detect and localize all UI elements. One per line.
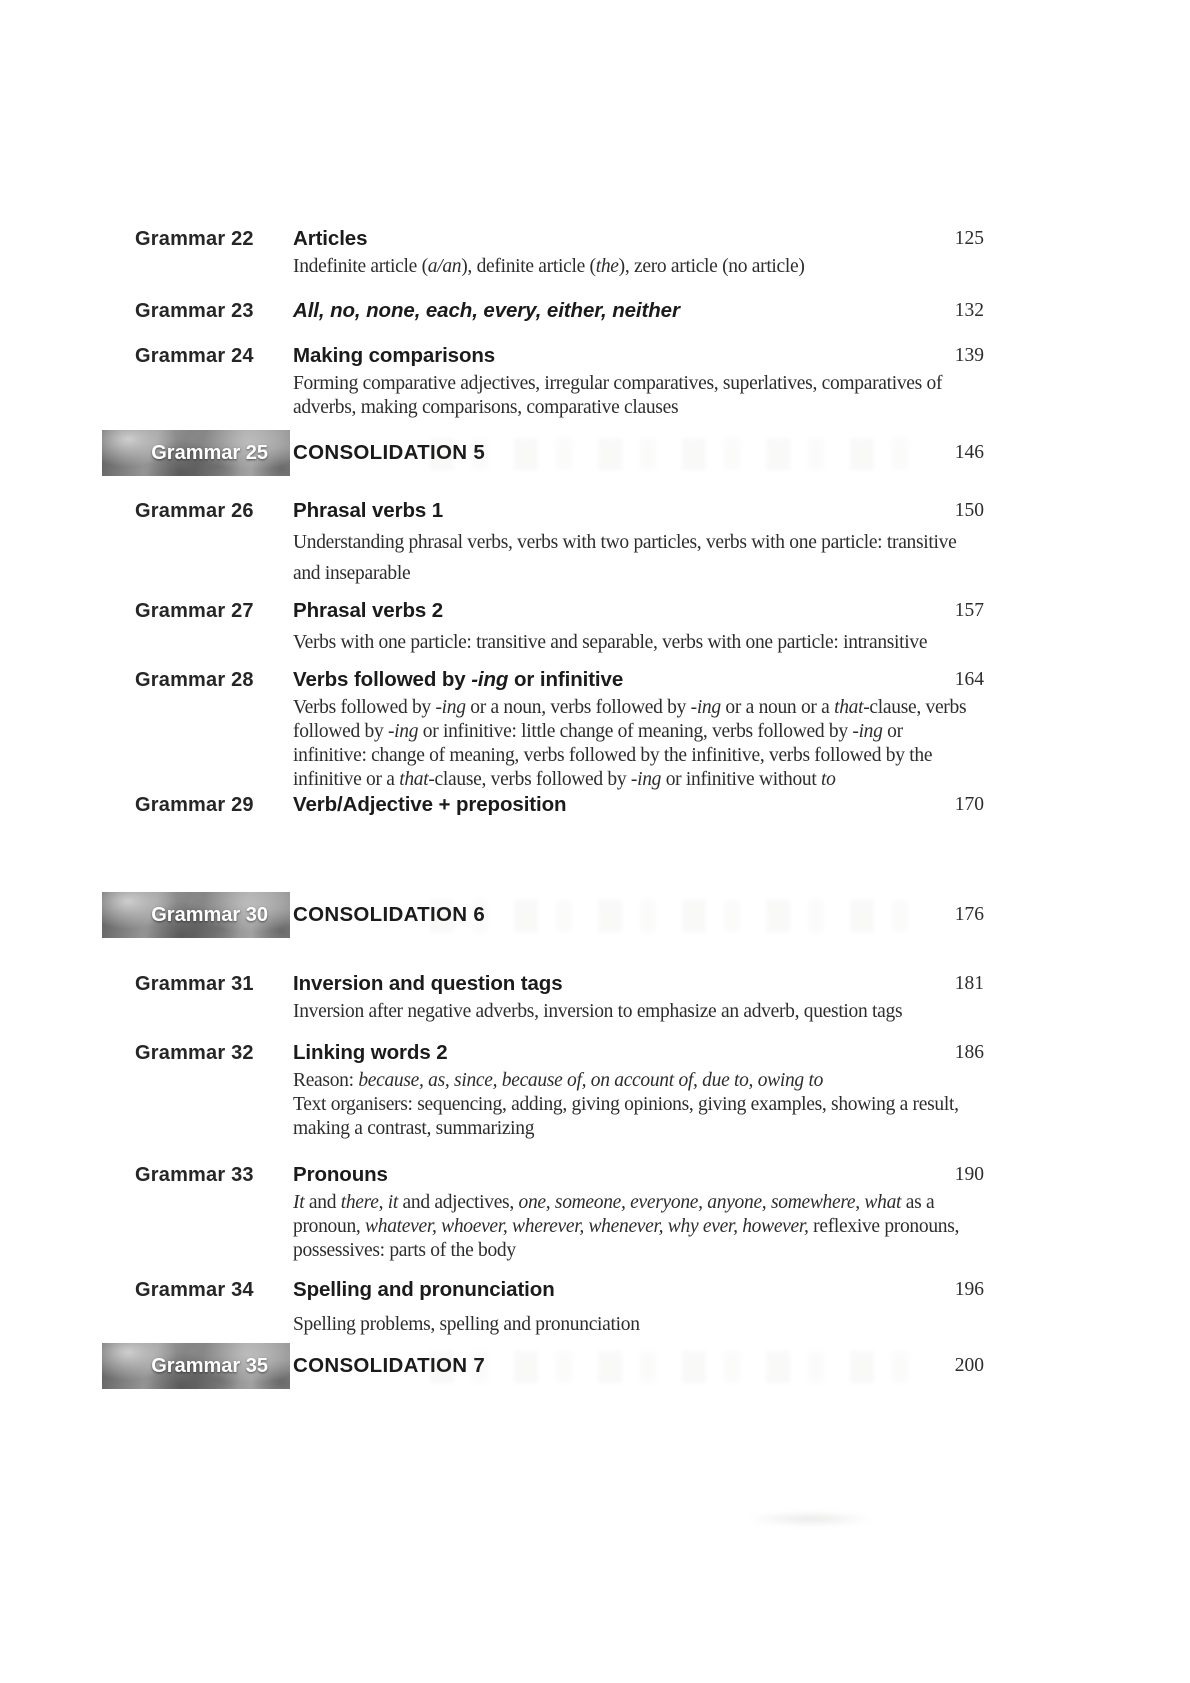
grammar-unit-label: Grammar 30: [151, 903, 268, 926]
scan-smudge-artifact: [745, 1512, 875, 1526]
unit-description: Understanding phrasal verbs, verbs with two particles, verbs with one particle: transitive and inseparable: [293, 532, 957, 584]
grammar-unit-photo-banner: [102, 1343, 290, 1389]
grammar-unit-photo-banner: [102, 430, 290, 476]
grammar-unit-label: Grammar 33: [135, 1164, 254, 1186]
page-number: 200: [954, 1355, 984, 1376]
unit-content: [293, 498, 973, 589]
page-number: 125: [954, 228, 984, 249]
page-number: 139: [954, 345, 984, 366]
unit-content: [293, 598, 973, 658]
unit-content: [293, 1277, 973, 1337]
toc-row: [0, 226, 1190, 279]
unit-description: Forming comparative adjectives, irregular comparatives, superlatives, comparatives of adverbs, making comparisons, comparative clauses: [293, 373, 943, 418]
page-number: 186: [954, 1042, 984, 1063]
unit-title: Inversion and question tags: [293, 972, 563, 995]
toc-row: [0, 298, 1190, 324]
page-number: 190: [954, 1164, 984, 1185]
page-number: 132: [954, 300, 984, 321]
unit-description: Verbs followed by -ing or a noun, verbs followed by -ing or a noun or a that-clause, verbs followed by -ing or infinitive: little change of meaning, verbs followed by -ing or infinitive: change of meaning, verbs followed by the infinitive, verbs followed by the infinitive or a that-clause, verbs followed by -ing or infinitive without to: [293, 697, 967, 790]
page-number: 181: [954, 973, 984, 994]
unit-description: Verbs with one particle: transitive and separable, verbs with one particle: intransitive: [293, 632, 928, 653]
unit-content: [293, 1162, 973, 1263]
toc-row: [0, 1277, 1190, 1337]
unit-title: Phrasal verbs 1: [293, 499, 444, 522]
toc-row: [0, 667, 1190, 792]
unit-title: All, no, none, each, every, either, neither: [293, 299, 680, 322]
unit-content: [293, 226, 973, 279]
unit-content: [293, 971, 973, 1024]
unit-description: Inversion after negative adverbs, inversion to emphasize an adverb, question tags: [293, 1001, 903, 1022]
grammar-unit-label: Grammar 27: [135, 600, 254, 622]
unit-title: Making comparisons: [293, 344, 496, 367]
unit-content: [293, 298, 973, 324]
grammar-unit-label: Grammar 34: [135, 1279, 254, 1301]
consolidation-title: CONSOLIDATION 5: [293, 441, 486, 464]
grammar-unit-label: Grammar 26: [135, 500, 254, 522]
grammar-unit-photo-banner: [102, 892, 290, 938]
grammar-unit-label: Grammar 28: [135, 669, 254, 691]
toc-row: [0, 1040, 1190, 1141]
toc-row: [0, 1162, 1190, 1263]
unit-description: Reason: because, as, since, because of, on account of, due to, owing to Text organisers: sequencing, adding, giving opinions, giving examples, showing a result, making a contrast, summarizing: [293, 1070, 959, 1139]
grammar-unit-label: Grammar 24: [135, 345, 254, 367]
page-number: 170: [954, 794, 984, 815]
toc-row: [0, 598, 1190, 658]
unit-description: It and there, it and adjectives, one, someone, everyone, anyone, somewhere, what as a pronoun, whatever, whoever, wherever, whenever, why ever, however, reflexive pronouns, possessives: parts of the body: [293, 1192, 960, 1261]
unit-title: Verbs followed by -ing or infinitive: [293, 668, 624, 691]
consolidation-title: CONSOLIDATION 6: [293, 903, 486, 926]
toc-row: [0, 792, 1190, 818]
unit-description: Indefinite article (a/an), definite article (the), zero article (no article): [293, 256, 805, 277]
toc-row: [0, 343, 1190, 420]
grammar-unit-label: Grammar 22: [135, 228, 254, 250]
grammar-unit-label: Grammar 29: [135, 794, 254, 816]
page-number: 157: [954, 600, 984, 621]
unit-description: Spelling problems, spelling and pronunciation: [293, 1314, 640, 1335]
page-number: 150: [954, 500, 984, 521]
toc-row-consolidation: [0, 1343, 1190, 1389]
unit-title: Verb/Adjective + preposition: [293, 793, 567, 816]
page-number: 164: [954, 669, 984, 690]
unit-title: Phrasal verbs 2: [293, 599, 444, 622]
page-number: 176: [954, 904, 984, 925]
unit-title: Linking words 2: [293, 1041, 448, 1064]
unit-content: [293, 343, 973, 420]
unit-title: Spelling and pronunciation: [293, 1278, 555, 1301]
toc-row: [0, 498, 1190, 589]
grammar-unit-label: Grammar 31: [135, 973, 254, 995]
unit-content: [293, 792, 973, 818]
toc-row-consolidation: [0, 892, 1190, 938]
toc-row: [0, 971, 1190, 1024]
grammar-unit-label: Grammar 35: [151, 1354, 268, 1377]
unit-content: [293, 1040, 973, 1141]
toc-row-consolidation: [0, 430, 1190, 476]
page-number: 146: [954, 442, 984, 463]
page-number: 196: [954, 1279, 984, 1300]
unit-title: Pronouns: [293, 1163, 388, 1186]
consolidation-title: CONSOLIDATION 7: [293, 1354, 486, 1377]
unit-content: [293, 667, 973, 792]
unit-title: Articles: [293, 227, 368, 250]
grammar-unit-label: Grammar 23: [135, 300, 254, 322]
grammar-unit-label: Grammar 32: [135, 1042, 254, 1064]
grammar-unit-label: Grammar 25: [151, 441, 268, 464]
